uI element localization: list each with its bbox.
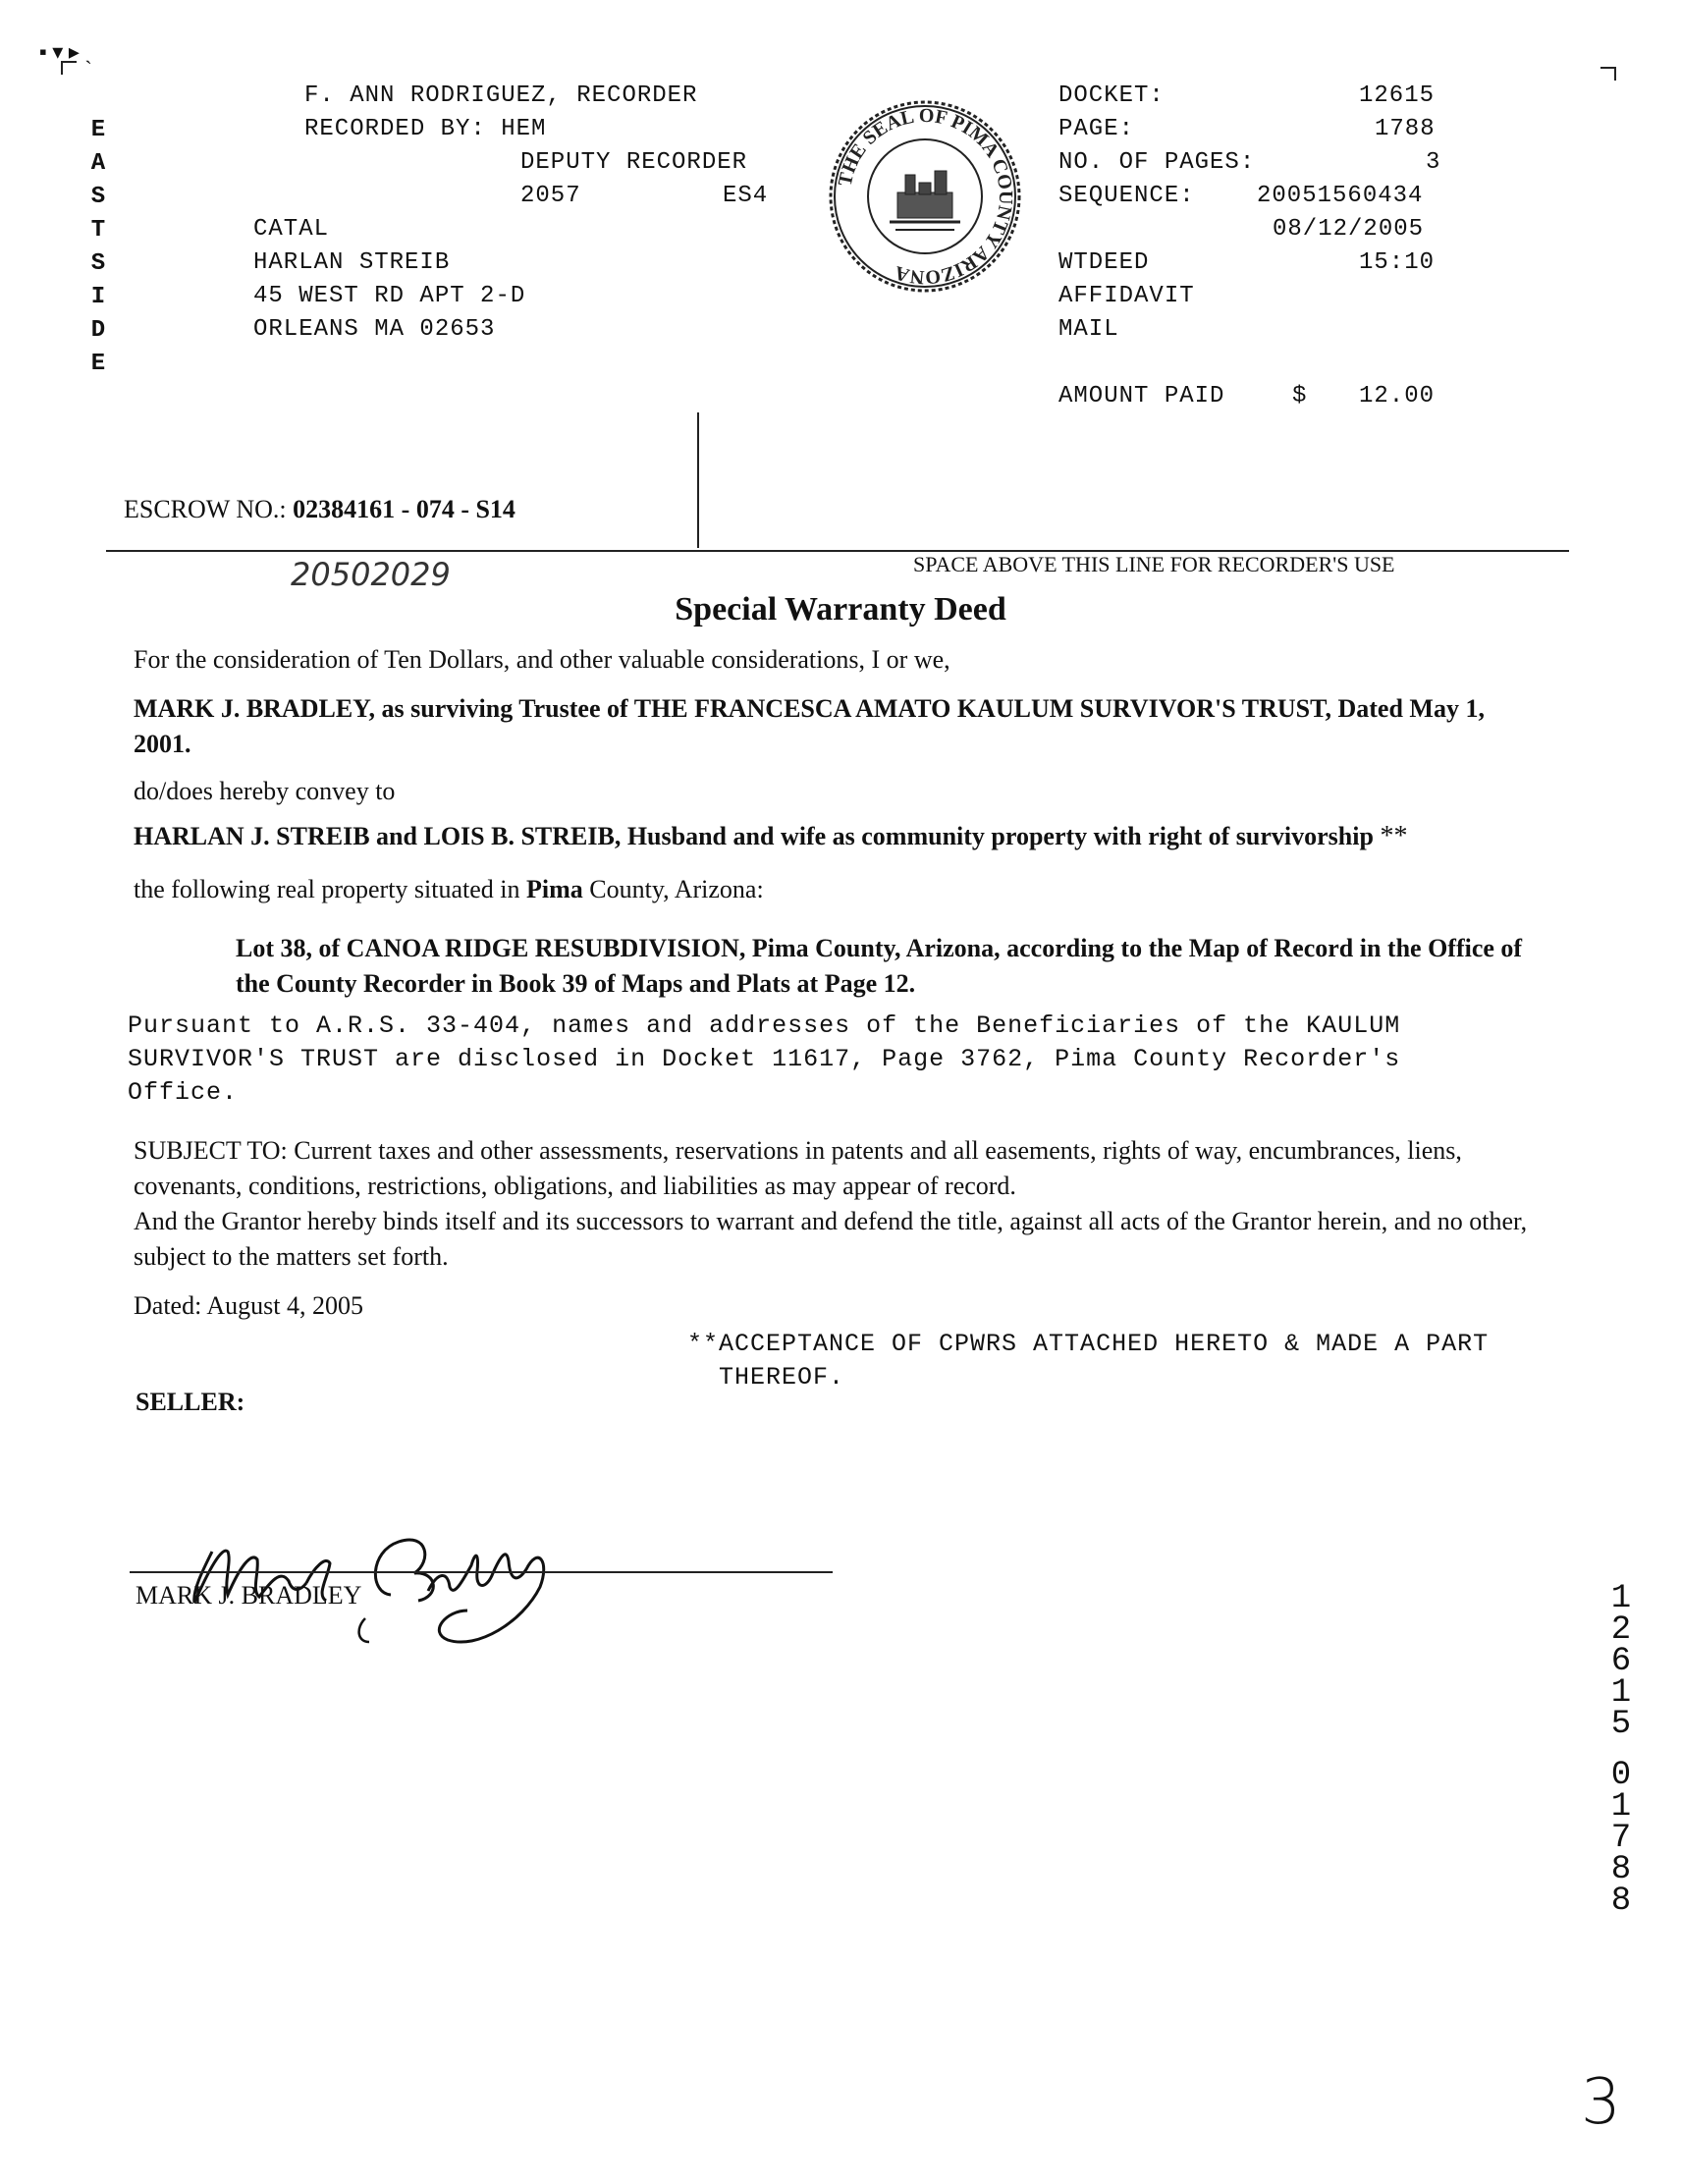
record-time: 15:10 (1359, 249, 1436, 276)
consideration-text: For the consideration of Ten Dollars, and other valuable considerations, I or we, (134, 645, 950, 674)
seal-text: THE SEAL OF PIMA COUNTY ARIZONA (834, 104, 1017, 289)
pursuant-line: Pursuant to A.R.S. 33-404, names and addresses of the Beneficiaries of the KAULUM (128, 1011, 1401, 1040)
grantee-mark: ** (1380, 821, 1408, 851)
property-intro-post: County, Arizona: (582, 875, 764, 903)
eastside-margin-label (86, 114, 110, 381)
stamp-digit: 8 (1610, 1851, 1632, 1888)
recorder-name: F. ANN RODRIGUEZ, RECORDER (304, 82, 698, 109)
subject-to-text: SUBJECT TO: Current taxes and other assessments, reservations in patents and all easements, rights of way, encumbrances, liens, covenants, conditions, restrictions, obligations, and liabilities as may appear of record. (134, 1136, 1462, 1200)
deputy-recorder: DEPUTY RECORDER (520, 149, 748, 176)
margin-letter: D (90, 317, 106, 344)
county-seal (827, 98, 1023, 300)
page-label: PAGE: (1058, 116, 1135, 142)
pages-label: NO. OF PAGES: (1058, 149, 1256, 176)
sequence-value: 20051560434 (1257, 183, 1424, 209)
pages-value: 3 (1426, 149, 1441, 176)
escrow-row (124, 495, 515, 524)
corner-mark-left (61, 61, 77, 75)
amount-label: AMOUNT PAID (1058, 383, 1225, 410)
return-to-line: CATAL (253, 216, 330, 243)
grantee-row (134, 819, 1407, 854)
escrow-number: 02384161 - 074 - S14 (293, 495, 515, 523)
margin-letter: E (90, 351, 106, 377)
signature-line (130, 1571, 833, 1573)
deputy-number: 2057 (520, 183, 581, 209)
stamp-digit: 1 (1610, 1788, 1632, 1826)
amount-value: 12.00 (1359, 383, 1436, 410)
property-intro (134, 872, 764, 907)
scan-marks: ▪ ▾ ▸ ˎ (39, 39, 92, 64)
recorder-use-note: SPACE ABOVE THIS LINE FOR RECORDER'S USE (913, 552, 1395, 576)
return-to-line: HARLAN STREIB (253, 249, 451, 276)
margin-letter: A (90, 150, 106, 177)
docket-label: DOCKET: (1058, 82, 1165, 109)
stamp-digit: 0 (1610, 1757, 1632, 1794)
page-value: 1788 (1375, 116, 1436, 142)
stamp-digit: 7 (1610, 1820, 1632, 1857)
stamp-digit: 1 (1610, 1674, 1632, 1712)
margin-letter: S (90, 184, 106, 210)
amount-currency: $ (1292, 383, 1308, 410)
return-to-line: 45 WEST RD APT 2-D (253, 283, 526, 309)
record-date: 08/12/2005 (1273, 216, 1425, 243)
stamp-digit: 2 (1610, 1611, 1632, 1649)
acceptance-line: THEREOF. (719, 1363, 845, 1392)
pursuant-line: SURVIVOR'S TRUST are disclosed in Docket 11617, Page 3762, Pima County Recorder's (128, 1045, 1401, 1073)
seal-icon (827, 98, 1023, 295)
document-type: WTDEED (1058, 249, 1150, 276)
escrow-label: ESCROW NO.: (124, 495, 287, 523)
stamp-digit: 8 (1610, 1883, 1632, 1920)
dated-text: Dated: August 4, 2005 (134, 1291, 363, 1320)
grantor-text: MARK J. BRADLEY, as surviving Trustee of THE FRANCESCA AMATO KAULUM SURVIVOR'S TRUST, Dated May 1, 2001. (134, 694, 1485, 758)
property-intro-pre: the following real property situated in (134, 875, 527, 903)
convey-text: do/does hereby convey to (134, 777, 396, 805)
margin-letter: T (90, 217, 106, 244)
warranty-text: And the Grantor hereby binds itself and its successors to warrant and defend the title, against all acts of the Grantor herein, and no other, subject to the matters set forth. (134, 1207, 1528, 1271)
return-to-line: ORLEANS MA 02653 (253, 316, 496, 343)
corner-mark-right (1600, 67, 1616, 81)
docket-page-stamp (1606, 1580, 1636, 1920)
stamp-digit: 6 (1610, 1643, 1632, 1680)
stamp-digit: 1 (1610, 1580, 1632, 1617)
property-intro-county: Pima (526, 875, 583, 903)
margin-letter: S (90, 250, 106, 277)
sequence-label: SEQUENCE: (1058, 183, 1195, 209)
margin-letter: I (90, 284, 106, 310)
docket-value: 12615 (1359, 82, 1436, 109)
seller-label: SELLER: (136, 1388, 245, 1416)
recorded-by: RECORDED BY: HEM (304, 116, 547, 142)
page-number: 3 (1581, 2066, 1621, 2139)
pursuant-line: Office. (128, 1078, 239, 1107)
acceptance-line: **ACCEPTANCE OF CPWRS ATTACHED HERETO & MADE A PART (687, 1330, 1490, 1358)
affidavit: AFFIDAVIT (1058, 283, 1195, 309)
handwritten-number: 20502029 (291, 556, 451, 593)
stamp-digit: 5 (1610, 1706, 1632, 1743)
legal-description: Lot 38, of CANOA RIDGE RESUBDIVISION, Pima County, Arizona, according to the Map of Record in the Office of the County Recorder in Book 39 of Maps and Plats at Page 12. (236, 934, 1523, 998)
signer-name: MARK J. BRADLEY (136, 1581, 362, 1610)
margin-letter: E (90, 117, 106, 143)
vertical-divider (697, 412, 699, 548)
document-title: Special Warranty Deed (675, 591, 1006, 628)
grantee-text: HARLAN J. STREIB and LOIS B. STREIB, Husband and wife as community property with right of survivorship (134, 822, 1374, 850)
deputy-code: ES4 (723, 183, 769, 209)
mail: MAIL (1058, 316, 1119, 343)
